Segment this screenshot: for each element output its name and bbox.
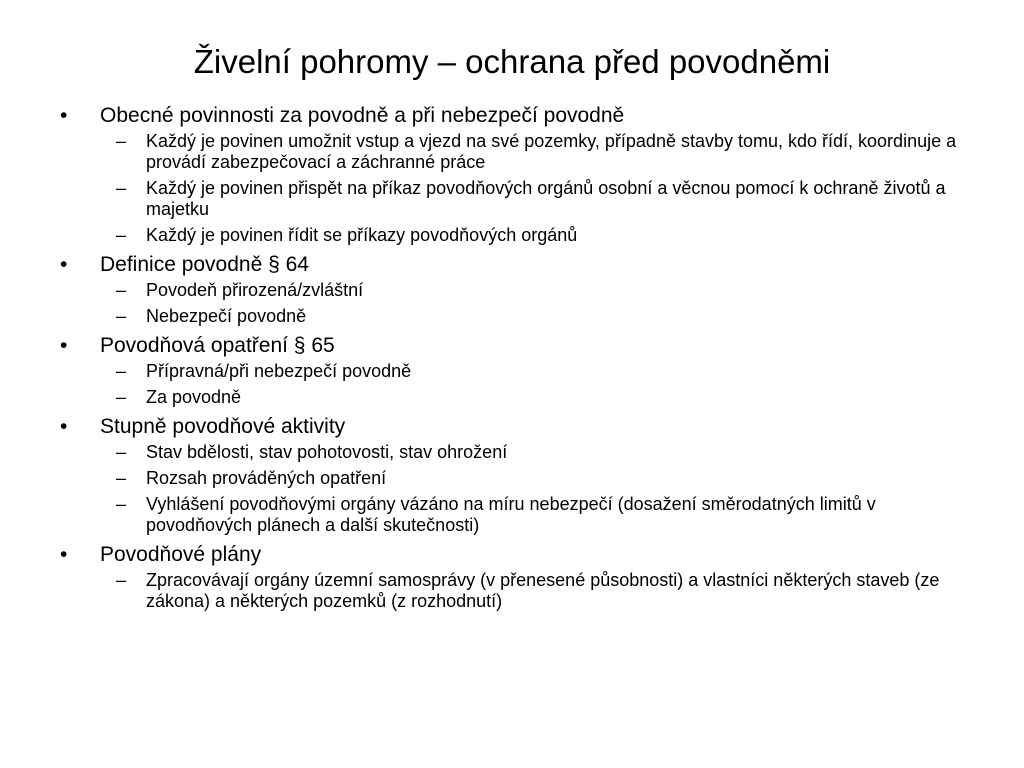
dash-glyph: – (116, 494, 127, 514)
sub-item (100, 280, 970, 301)
sub-item (100, 570, 970, 612)
bullet-text: Povodňová opatření § 65 (100, 334, 335, 357)
dash-glyph: – (116, 361, 127, 381)
bullet-item (60, 251, 970, 327)
sub-item-text: Zpracovávají orgány územní samosprávy (v přenesené působnosti) a vlastníci některých staveb (ze zákona) a některých pozemků (z rozhodnutí) (146, 570, 940, 611)
sub-item-text: Stav bdělosti, stav pohotovosti, stav ohrožení (146, 442, 508, 462)
bullet-item (60, 102, 970, 246)
slide-title: Živelní pohromy – ochrana před povodněmi (193, 43, 831, 80)
bullet-glyph: • (60, 104, 68, 127)
dash-glyph: – (116, 387, 127, 407)
sub-list (100, 570, 970, 612)
bullet-item (60, 332, 970, 408)
sub-item-text: Za povodně (146, 387, 242, 407)
sub-item-text: Vyhlášení povodňovými orgány vázáno na míru nebezpečí (dosažení směrodatných limitů v povodňových plánech a další skutečnosti) (146, 494, 876, 535)
bullet-text: Definice povodně § 64 (100, 253, 309, 276)
bullet-glyph: • (60, 334, 68, 357)
sub-item (100, 306, 970, 327)
bullet-text: Stupně povodňové aktivity (100, 415, 346, 438)
sub-list (100, 361, 970, 408)
sub-item (100, 468, 970, 489)
sub-list (100, 131, 970, 246)
bullet-list (60, 102, 970, 617)
sub-item-text: Každý je povinen řídit se příkazy povodňových orgánů (146, 225, 578, 245)
sub-item-text: Každý je povinen přispět na příkaz povodňových orgánů osobní a věcnou pomocí k ochraně životů a majetku (146, 178, 946, 219)
sub-list (100, 442, 970, 536)
dash-glyph: – (116, 468, 127, 488)
dash-glyph: – (116, 131, 127, 151)
sub-item (100, 178, 970, 220)
dash-glyph: – (116, 178, 127, 198)
bullet-item (60, 541, 970, 612)
bullet-text: Obecné povinnosti za povodně a při nebezpečí povodně (100, 104, 625, 127)
sub-item (100, 225, 970, 246)
sub-item (100, 361, 970, 382)
dash-glyph: – (116, 280, 127, 300)
bullet-glyph: • (60, 253, 68, 276)
sub-item (100, 387, 970, 408)
sub-list (100, 280, 970, 327)
dash-glyph: – (116, 225, 127, 245)
sub-item-text: Každý je povinen umožnit vstup a vjezd na své pozemky, případně stavby tomu, kdo řídí, koordinuje a provádí zabezpečovací a záchranné práce (146, 131, 957, 172)
sub-item (100, 494, 970, 536)
sub-item-text: Povodeň přirozená/zvláštní (146, 280, 364, 300)
sub-item (100, 442, 970, 463)
dash-glyph: – (116, 306, 127, 326)
bullet-glyph: • (60, 415, 68, 438)
dash-glyph: – (116, 570, 127, 590)
sub-item (100, 131, 970, 173)
sub-item-text: Rozsah prováděných opatření (146, 468, 387, 488)
bullet-glyph: • (60, 543, 68, 566)
sub-item-text: Přípravná/při nebezpečí povodně (146, 361, 412, 381)
bullet-text: Povodňové plány (100, 543, 262, 566)
sub-item-text: Nebezpečí povodně (146, 306, 307, 326)
bullet-item (60, 413, 970, 536)
dash-glyph: – (116, 442, 127, 462)
